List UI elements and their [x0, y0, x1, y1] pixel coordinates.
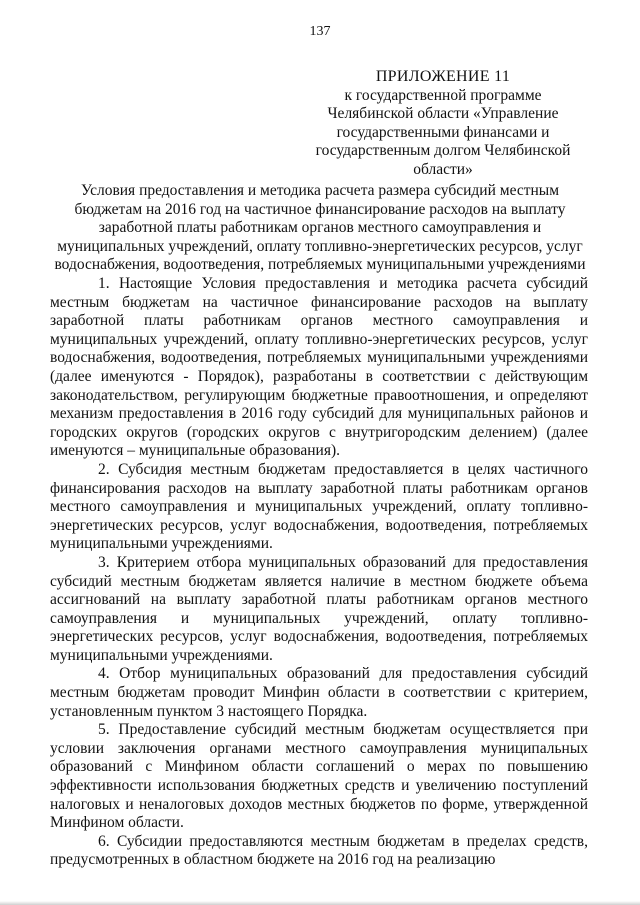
scan-edge [0, 901, 640, 905]
document-title: Условия предоставления и методика расчета размера субсидий местным бюджетам на 2016 год на частичное финансирование расходов на выплату заработной платы работникам органов местного самоуправления и муниципальных учреждений, оплату топливно-энергетических ресурсов, услуг водоснабжения, водоотведения, потребляемых муниципальными учреждениями [54, 182, 586, 273]
paragraph-1: 1. Настоящие Условия предоставления и методика расчета субсидий местным бюджетам на частичное финансирование расходов на выплату заработной платы работникам органов местного самоуправления и муниципальных учреждений, оплату топливно-энергетических ресурсов, услуг водоснабжения, водоотведения, потребляемых муниципальными учреждениями (далее именуются - Порядок), разработаны в соответствии с действующим законодательством, регулирующим бюджетные правоотношения, и определяют механизм предоставления в 2016 году субсидий для муниципальных районов и городских округов (городских округов с внутригородским делением) (далее именуются – муниципальные образования). [50, 275, 588, 460]
appendix-subtitle: к государственной программе Челябинской области «Управление государственными финансами и государственным долгом Челябинской области» [315, 86, 571, 178]
document-body [50, 275, 588, 870]
page-number: 137 [309, 24, 331, 39]
paragraph-3: 3. Критерием отбора муниципальных образований для предоставления субсидий местным бюджетам является наличие в местном бюджете объема ассигнований на выплату заработной платы работникам органов местного самоуправления и муниципальных учреждений, оплату топливно-энергетических ресурсов, услуг водоснабжения, водоотведения, потребляемых муниципальными учреждениями. [50, 553, 588, 664]
paragraph-2: 2. Субсидия местным бюджетам предоставляется в целях частичного финансирования расходов на выплату заработной платы работникам органов местного самоуправления и муниципальных учреждений, оплату топливно-энергетических ресурсов, услуг водоснабжения, водоотведения, потребляемых муниципальными учреждениями. [50, 460, 588, 553]
paragraph-6: 6. Субсидии предоставляются местным бюджетам в пределах средств, предусмотренных в областном бюджете на 2016 год на реализацию [50, 832, 588, 869]
appendix-header [300, 68, 586, 179]
paragraph-4: 4. Отбор муниципальных образований для предоставления субсидий местным бюджетам проводит Минфин области в соответствии с критерием, установленным пунктом 3 настоящего Порядка. [50, 665, 588, 720]
paragraph-5: 5. Предоставление субсидий местным бюджетам осуществляется при условии заключения органами местного самоуправления муниципальных образований с Минфином области соглашений о мерах по повышению эффективности использования бюджетных средств и увеличению поступлений налоговых и неналоговых доходов местных бюджетов по форме, утвержденной Минфином области. [50, 721, 588, 832]
appendix-title: ПРИЛОЖЕНИЕ 11 [375, 68, 511, 85]
